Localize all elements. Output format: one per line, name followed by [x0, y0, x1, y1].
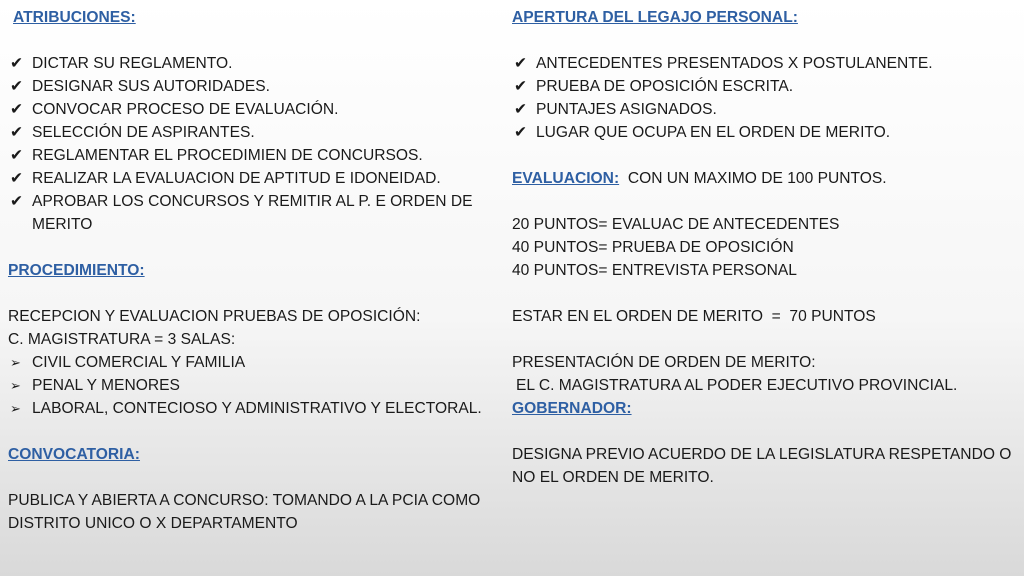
check-icon: ✔: [10, 55, 24, 72]
left-column: [8, 6, 504, 535]
list-item: ✔ ANTECEDENTES PRESENTADOS X POSTULANENTE.: [512, 52, 1017, 75]
list-item: ✔ DESIGNAR SUS AUTORIDADES.: [8, 75, 504, 98]
arrow-icon: ➢: [10, 401, 21, 416]
check-icon: ✔: [514, 124, 528, 141]
list-item: ✔ SELECCIÓN DE ASPIRANTES.: [8, 121, 504, 144]
convocatoria-text: PUBLICA Y ABIERTA A CONCURSO: TOMANDO A LA PCIA COMO DISTRITO UNICO O X DEPARTAMENTO: [8, 492, 481, 532]
procedimiento-heading: PROCEDIMIENTO:: [8, 262, 145, 279]
list-item: ➢ LABORAL, CONTECIOSO Y ADMINISTRATIVO Y ELECTORAL.: [8, 397, 504, 420]
points-line: 40 PUNTOS= ENTREVISTA PERSONAL: [512, 262, 797, 279]
list-item: ✔ CONVOCAR PROCESO DE EVALUACIÓN.: [8, 98, 504, 121]
check-icon: ✔: [514, 101, 528, 118]
check-icon: ✔: [10, 124, 24, 141]
list-item: ✔ REGLAMENTAR EL PROCEDIMIEN DE CONCURSOS.: [8, 144, 504, 167]
evaluacion-line: [512, 167, 1017, 190]
points-line: 40 PUNTOS= PRUEBA DE OPOSICIÓN: [512, 239, 794, 256]
apertura-heading: APERTURA DEL LEGAJO PERSONAL:: [512, 9, 798, 26]
check-icon: ✔: [10, 193, 24, 210]
points-line: 20 PUNTOS= EVALUAC DE ANTECEDENTES: [512, 216, 840, 233]
list-item: ✔ LUGAR QUE OCUPA EN EL ORDEN DE MERITO.: [512, 121, 1017, 144]
list-item: ✔ PUNTAJES ASIGNADOS.: [512, 98, 1017, 121]
check-icon: ✔: [10, 147, 24, 164]
check-icon: ✔: [10, 170, 24, 187]
check-icon: ✔: [10, 78, 24, 95]
presentacion-detail: EL C. MAGISTRATURA AL PODER EJECUTIVO PROVINCIAL.: [516, 377, 958, 394]
arrow-icon: ➢: [10, 378, 21, 393]
evaluacion-heading: EVALUACION:: [512, 170, 620, 187]
check-icon: ✔: [514, 78, 528, 95]
list-item: ✔ REALIZAR LA EVALUACION DE APTITUD E IDONEIDAD.: [8, 167, 504, 190]
arrow-icon: ➢: [10, 355, 21, 370]
convocatoria-heading: CONVOCATORIA:: [8, 446, 140, 463]
presentacion-line: PRESENTACIÓN DE ORDEN DE MERITO:: [512, 354, 816, 371]
salas-line: C. MAGISTRATURA = 3 SALAS:: [8, 331, 236, 348]
right-column: [512, 6, 1017, 489]
list-item: ✔ APROBAR LOS CONCURSOS Y REMITIR AL P. E ORDEN DE MERITO: [8, 190, 504, 236]
atribuciones-heading: ATRIBUCIONES:: [13, 9, 136, 26]
list-item: ✔ PRUEBA DE OPOSICIÓN ESCRITA.: [512, 75, 1017, 98]
orden-line: ESTAR EN EL ORDEN DE MERITO = 70 PUNTOS: [512, 308, 876, 325]
list-item: ➢ CIVIL COMERCIAL Y FAMILIA: [8, 351, 504, 374]
check-icon: ✔: [514, 55, 528, 72]
gobernador-text: DESIGNA PREVIO ACUERDO DE LA LEGISLATURA RESPETANDO O NO EL ORDEN DE MERITO.: [512, 446, 1012, 486]
check-icon: ✔: [10, 101, 24, 118]
evaluacion-text: CON UN MAXIMO DE 100 PUNTOS.: [627, 170, 887, 187]
list-item: ✔ DICTAR SU REGLAMENTO.: [8, 52, 504, 75]
gobernador-heading: GOBERNADOR:: [512, 400, 632, 417]
list-item: ➢ PENAL Y MENORES: [8, 374, 504, 397]
procedimiento-line: RECEPCION Y EVALUACION PRUEBAS DE OPOSICIÓN:: [8, 308, 421, 325]
